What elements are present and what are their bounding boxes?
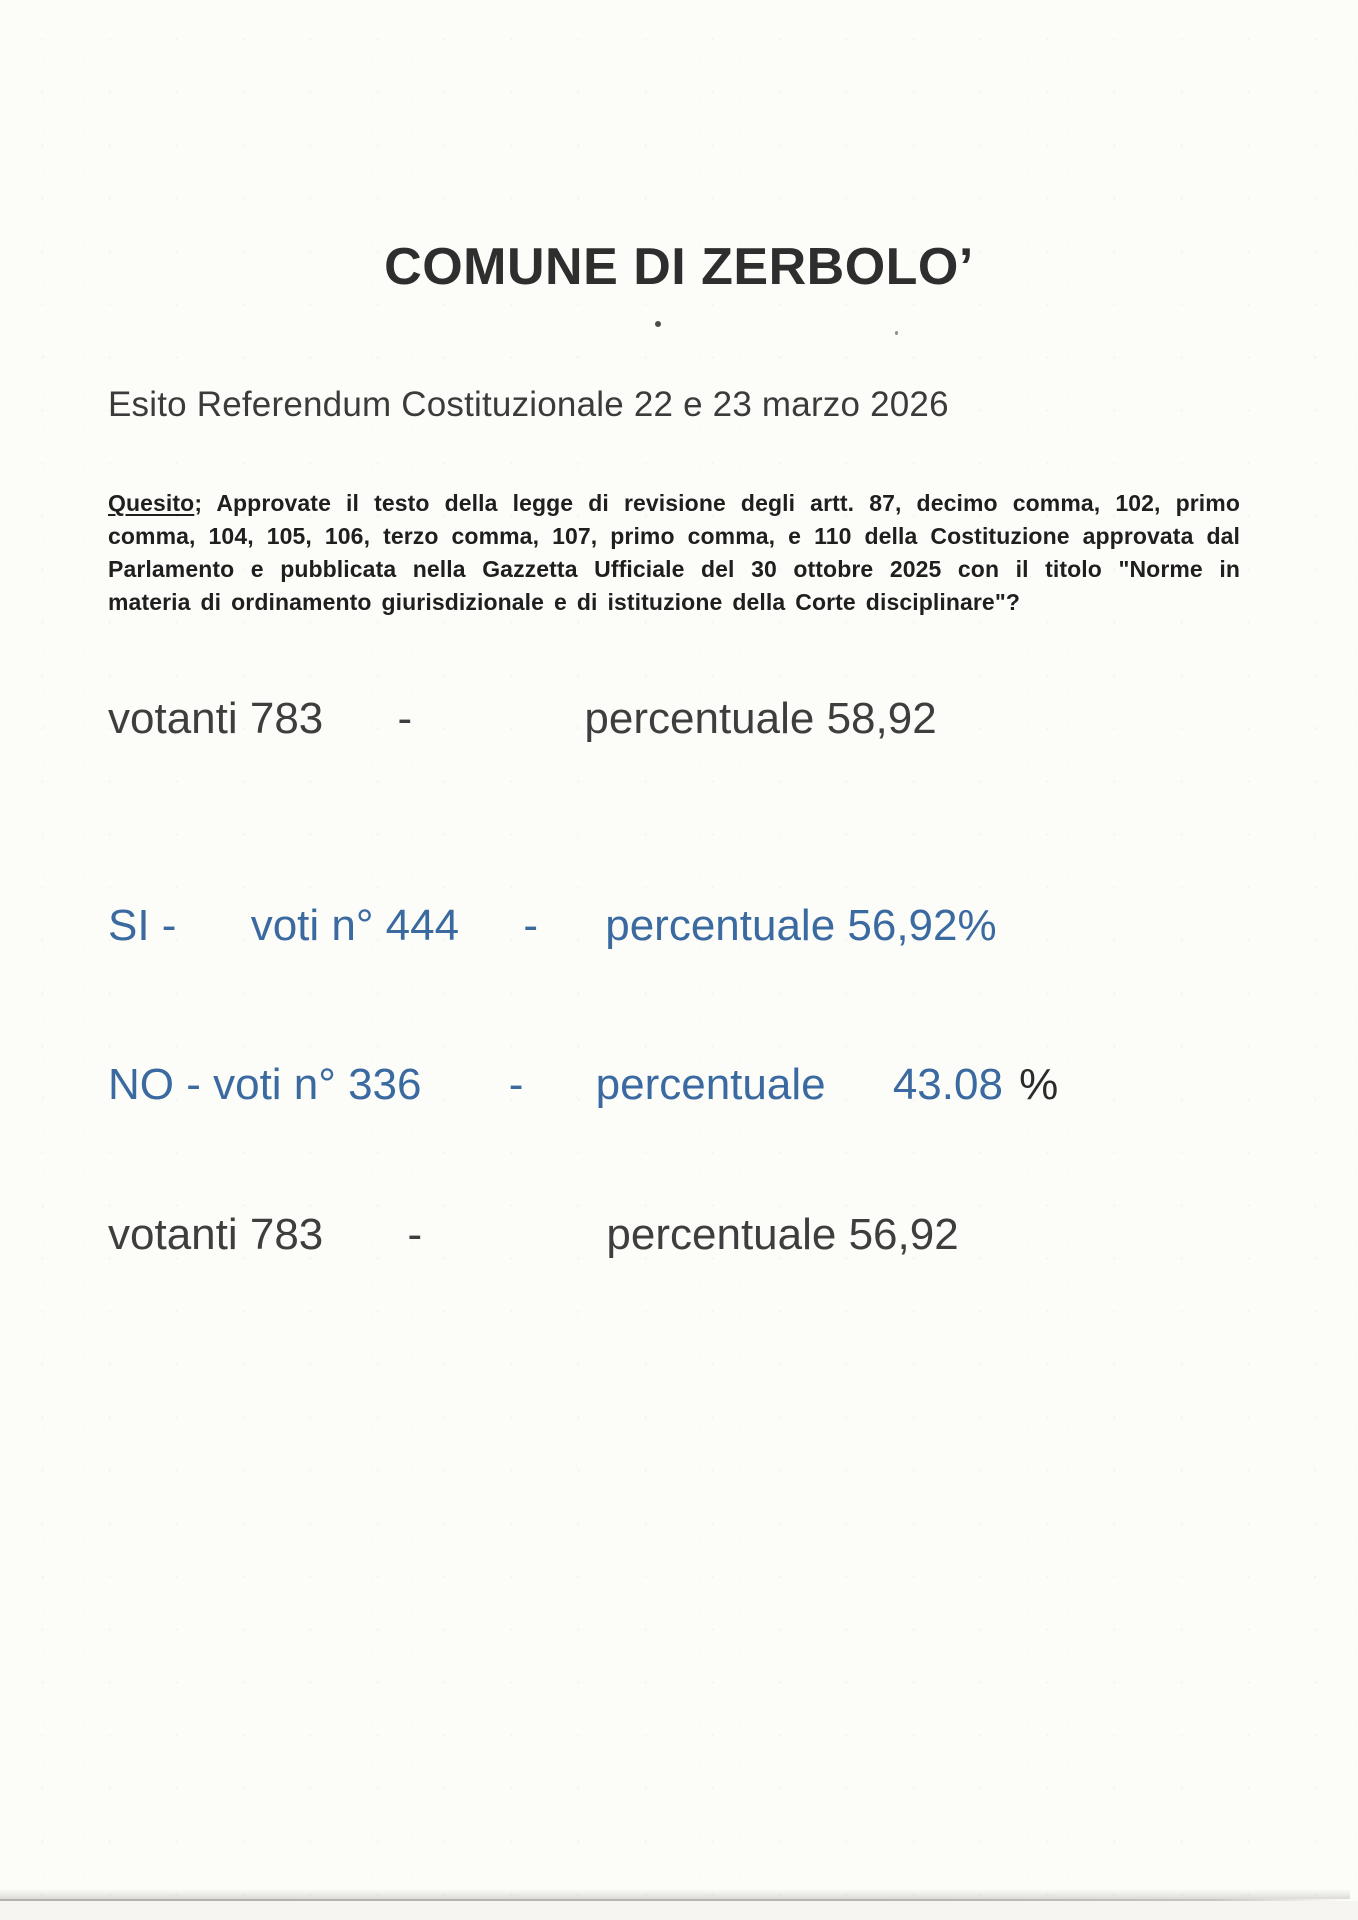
no-percentage-word: percentuale [595, 1060, 826, 1109]
scanner-background [0, 1901, 1358, 1920]
question-body: Approvate il testo della legge di revisione degli artt. 87, decimo comma, 102, primo comma, 104, 105, 106, terzo comma, 107, primo comma, e 110 della Costituzione approvata dal Parlamento e pubblicata nella Gazzetta Ufficiale del 30 ottobre 2025 con il titolo "Norme in materia di ordinamento giurisdizionale e di istituzione della Corte disciplinare"? [108, 490, 1240, 615]
dash-separator: - [523, 901, 538, 950]
question-label: Quesito [108, 490, 195, 516]
no-label-and-votes: NO - voti n° 336 [108, 1060, 422, 1109]
question-separator: ; [194, 490, 217, 516]
yes-votes: voti n° 444 [250, 901, 460, 950]
scan-dot [895, 331, 898, 335]
turnout-top-percentage: percentuale 58,92 [584, 694, 937, 743]
yes-label: SI - [108, 901, 177, 950]
dash-separator: - [508, 1060, 524, 1109]
no-percent-sign: % [1019, 1060, 1059, 1109]
question-paragraph [108, 487, 1240, 619]
result-row-turnout-top [108, 696, 937, 742]
result-row-yes [108, 903, 997, 949]
page-title: COMUNE DI ZERBOLO’ [384, 238, 974, 296]
result-row-no [108, 1062, 1058, 1108]
result-row-turnout-bottom [108, 1212, 959, 1258]
yes-percentage: percentuale 56,92% [605, 901, 997, 950]
referendum-result-subtitle: Esito Referendum Costituzionale 22 e 23 marzo 2026 [108, 385, 949, 424]
turnout-bottom-percentage: percentuale 56,92 [606, 1210, 959, 1259]
turnout-bottom-label: votanti 783 [108, 1210, 324, 1259]
turnout-top-label: votanti 783 [108, 694, 324, 743]
no-percentage-number: 43.08 [892, 1060, 1003, 1109]
scan-dot [655, 321, 661, 327]
paper-edge-shadow [0, 1889, 1350, 1899]
dash-separator: - [397, 694, 413, 743]
dash-separator: - [407, 1210, 423, 1259]
